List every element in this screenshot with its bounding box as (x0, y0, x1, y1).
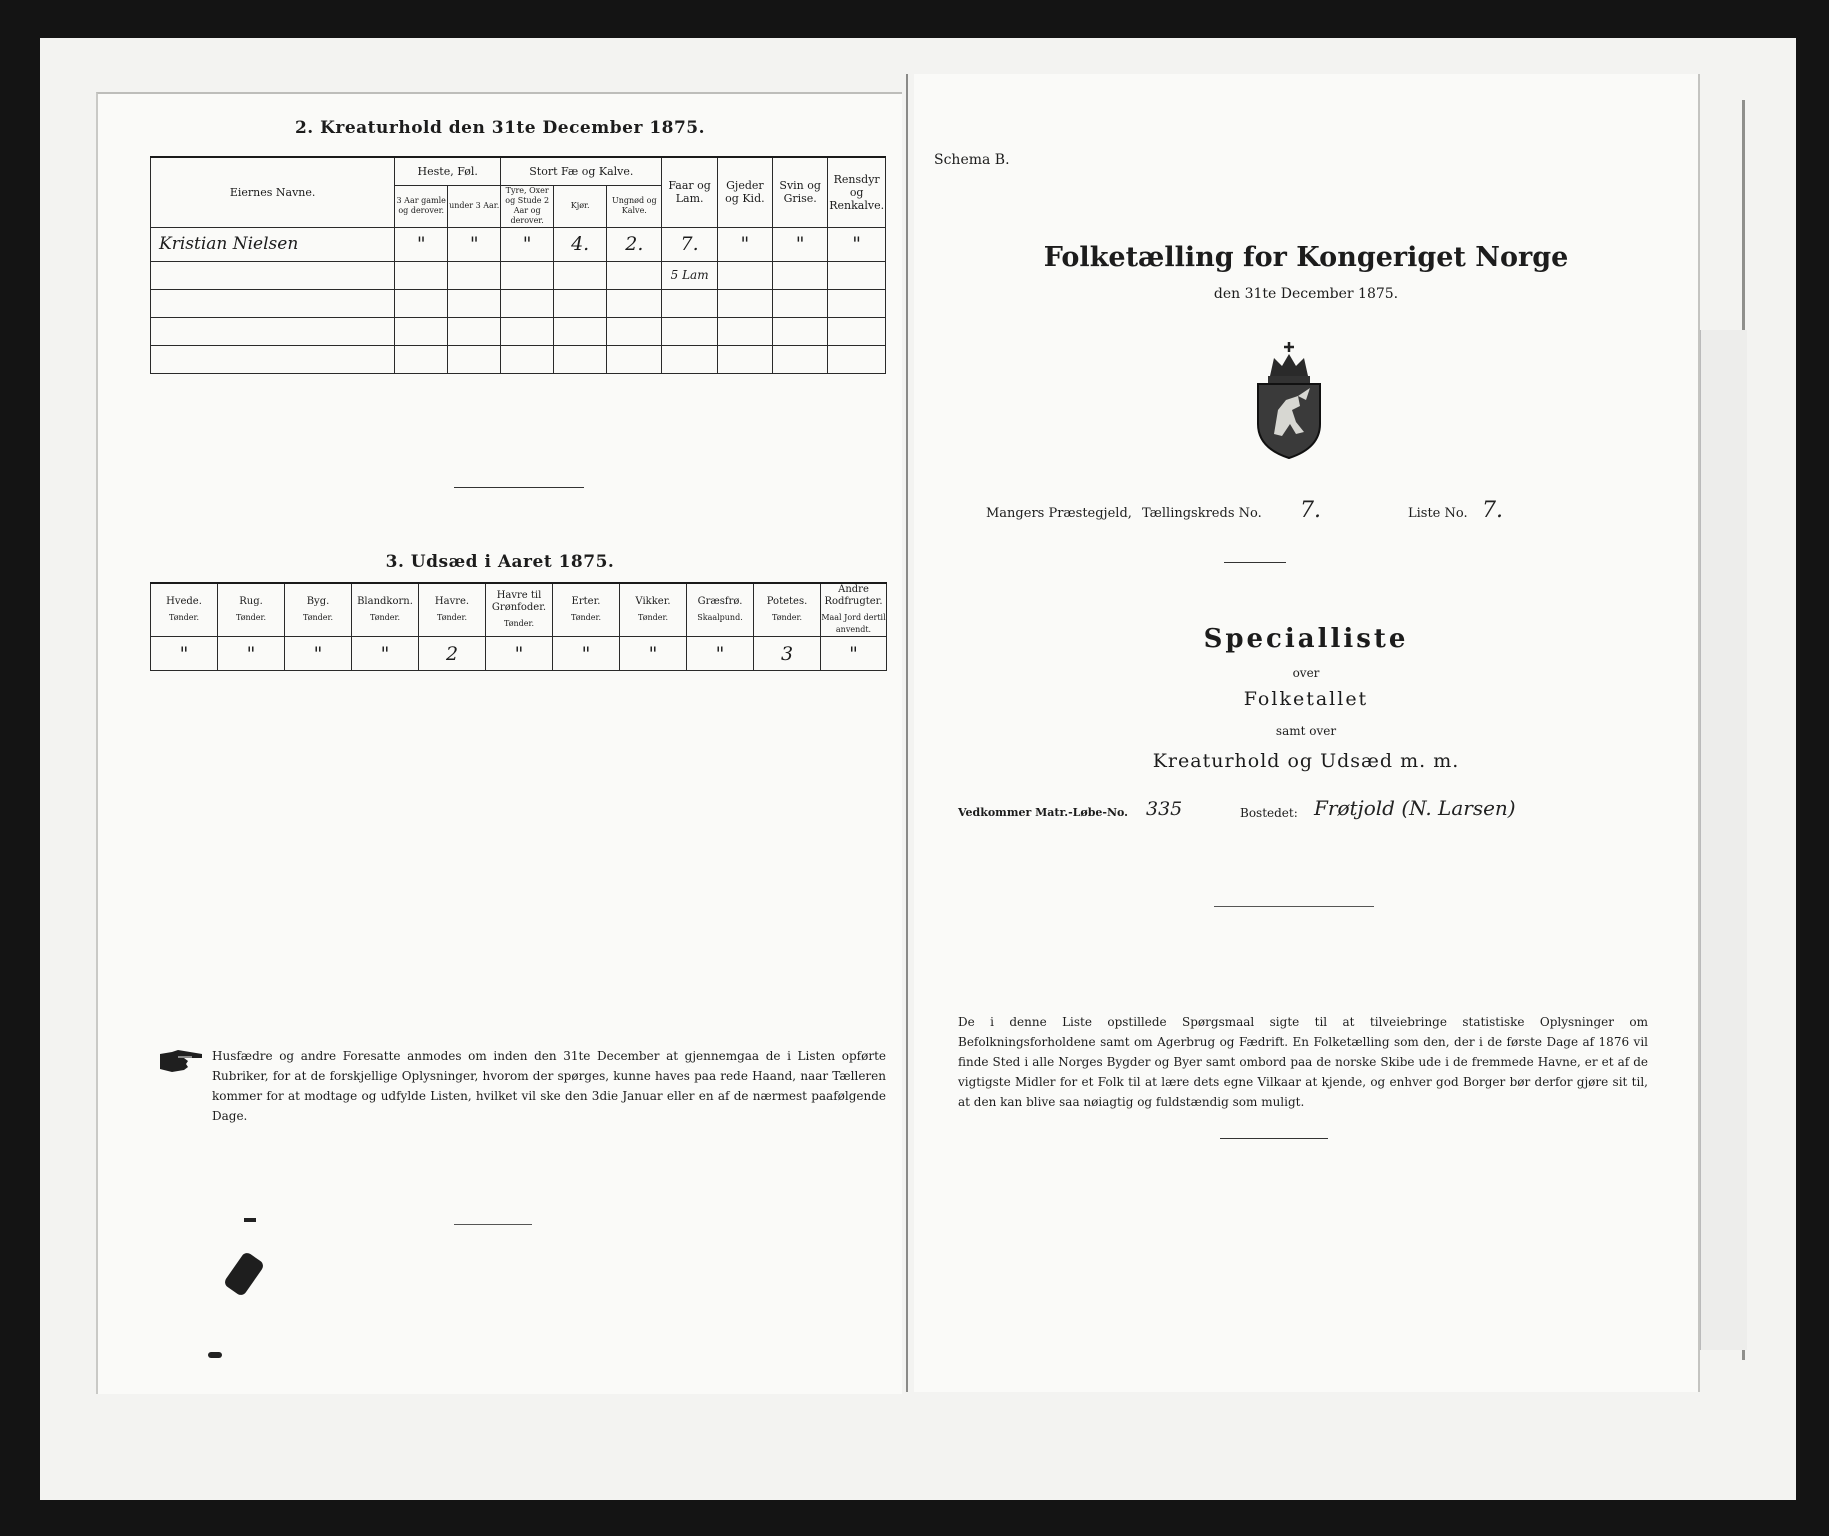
sowing-header-name: Havre til Grønfoder. (491, 590, 547, 613)
over-text: over (1292, 666, 1320, 680)
divider-rule (454, 1224, 532, 1225)
prestegjeld-label: Mangers Præstegjeld, (986, 506, 1132, 521)
sowing-header-name: Rug. (239, 596, 263, 607)
matr-value: 335 (1146, 798, 1183, 820)
sowing-header-unit: Maal Jord dertil anvendt. (821, 613, 886, 634)
cell-faar: 7. (662, 227, 717, 261)
sowing-value-7: " (620, 637, 687, 671)
cell-heste-young: " (448, 227, 501, 261)
sowing-header-4 (419, 583, 486, 637)
sowing-header-name: Potetes. (766, 596, 808, 607)
bostedet-value: Frøtjold (N. Larsen) (1314, 796, 1516, 820)
sowing-value-8: " (687, 637, 754, 671)
liste-value: 7. (1482, 498, 1503, 523)
sowing-value-4: 2 (419, 637, 486, 671)
kreds-value: 7. (1300, 498, 1321, 523)
sowing-table (150, 582, 887, 671)
sowing-header-0 (151, 583, 218, 637)
owner-name: Kristian Nielsen (151, 227, 395, 261)
section2-title: 2. Kreaturhold den 31te December 1875. (294, 118, 706, 138)
sowing-header-unit: Tønder. (235, 613, 267, 622)
sowing-value-10: " (821, 637, 887, 671)
sowing-header-name: Havre. (434, 596, 470, 607)
folketallet-text: Folketallet (1243, 688, 1369, 710)
table-row (151, 317, 886, 345)
info-text: De i denne Liste opstillede Spørgsmaal sigte til at tilveiebringe statistiske Oplysninger om Befolkningsforholdene samt om Agerbrug og Fædrift. En Folketælling som den, der i de første Dage af 1876 vil finde Sted i alle Norges Bygder og Byer samt ombord paa de norske Skibe ude i de fremmede Havne, er et af de vigtigste Midler for et Folk til at lære dets egne Vilkaar at kjende, og enhver god Borger bør derfor gjøre sit til, at den kan blive saa nøiagtig og fuldstændig som muligt. (958, 1015, 1648, 1109)
left-page (96, 92, 902, 1394)
sowing-header-9 (754, 583, 821, 637)
specialliste-heading: Specialliste (1203, 624, 1409, 654)
divider-rule (1220, 1138, 1328, 1139)
sowing-header-name: Græsfrø. (697, 596, 743, 607)
header-rensdyr: Rensdyr og Renkalve. (828, 157, 886, 227)
document-title: Folketælling for Kongeriget Norge (1043, 242, 1569, 273)
divider-rule (454, 487, 584, 488)
sowing-header-name: Hvede. (166, 596, 202, 607)
cell-heste-old: " (395, 227, 448, 261)
divider-rule (1214, 906, 1374, 907)
cell-gjeder: " (717, 227, 772, 261)
cell-ungnod: 2. (607, 227, 662, 261)
sowing-header-10 (821, 583, 887, 637)
kreatur-udsaed-text: Kreaturhold og Udsæd m. m. (1152, 750, 1460, 772)
sowing-header-1 (218, 583, 285, 637)
sowing-header-name: Vikker. (635, 596, 671, 607)
livestock-table (150, 156, 886, 374)
sowing-value-2: " (285, 637, 352, 671)
header-stort-fae: Stort Fæ og Kalve. (501, 157, 662, 185)
sowing-header-7 (620, 583, 687, 637)
sowing-header-unit: Skaalpund. (697, 613, 743, 622)
sowing-value-5: " (486, 637, 553, 671)
table-row (151, 289, 886, 317)
faar-note: 5 Lam (662, 261, 717, 289)
sowing-header-6 (553, 583, 620, 637)
sowing-header-name: Andre Rodfrugter. (824, 584, 883, 607)
sowing-header-unit: Tønder. (637, 613, 669, 622)
header-owner: Eiernes Navne. (151, 157, 395, 227)
sowing-value-6: " (553, 637, 620, 671)
notice-text: Husfædre og andre Foresatte anmodes om inden den 31te December at gjennemgaa de i Listen opførte Rubriker, for at de forskjellige Oplysninger, hvorom der spørges, kunne haves paa rede Haand, naar Tælleren kommer for at modtage og udfylde Listen, hvilket vil ske den 3die Januar eller en af de nærmest paafølgende Dage. (212, 1049, 886, 1123)
schema-label: Schema B. (934, 152, 1010, 168)
cell-svin: " (773, 227, 828, 261)
cell-kjor: 4. (554, 227, 607, 261)
next-page-edge (1700, 330, 1747, 1350)
header-heste-young: under 3 Aar. (448, 185, 501, 227)
table-row (151, 227, 886, 261)
sowing-header-5 (486, 583, 553, 637)
sowing-value-3: " (352, 637, 419, 671)
sowing-header-unit: Tønder. (168, 613, 200, 622)
divider-rule (1224, 562, 1286, 563)
document-subtitle: den 31te December 1875. (1213, 286, 1399, 302)
samt-over-text: samt over (1275, 724, 1337, 738)
sowing-value-9: 3 (754, 637, 821, 671)
book-spine (906, 74, 908, 1392)
right-page (914, 74, 1700, 1392)
table-row (151, 261, 886, 289)
table-row (151, 345, 886, 373)
sowing-header-unit: Tønder. (771, 613, 803, 622)
section3-title: 3. Udsæd i Aaret 1875. (385, 552, 615, 572)
header-kjor: Kjør. (554, 185, 607, 227)
sowing-header-name: Blandkorn. (357, 596, 413, 607)
header-tyre: Tyre, Oxer og Stude 2 Aar og derover. (501, 185, 554, 227)
ink-mark (223, 1251, 266, 1298)
sowing-value-0: " (151, 637, 218, 671)
sowing-header-name: Byg. (306, 596, 330, 607)
sowing-header-unit: Tønder. (302, 613, 334, 622)
header-ungnod: Ungnød og Kalve. (607, 185, 662, 227)
cell-rensdyr: " (828, 227, 886, 261)
header-gjeder: Gjeder og Kid. (717, 157, 772, 227)
sowing-header-unit: Tønder. (369, 613, 401, 622)
liste-label: Liste No. (1408, 506, 1468, 521)
table-row (151, 637, 887, 671)
matr-label: Vedkommer Matr.-Løbe-No. (958, 806, 1128, 819)
header-faar: Faar og Lam. (662, 157, 717, 227)
ink-mark (244, 1218, 256, 1222)
sowing-header-name: Erter. (571, 596, 601, 607)
header-heste: Heste, Føl. (395, 157, 501, 185)
header-heste-old: 3 Aar gamle og derover. (395, 185, 448, 227)
sowing-header-unit: Tønder. (570, 613, 602, 622)
pointing-hand-icon (158, 1048, 206, 1074)
ink-mark (208, 1352, 222, 1358)
norwegian-coat-of-arms-icon (1252, 340, 1326, 460)
header-svin: Svin og Grise. (773, 157, 828, 227)
sowing-header-3 (352, 583, 419, 637)
sowing-header-2 (285, 583, 352, 637)
cell-tyre: " (501, 227, 554, 261)
sowing-header-8 (687, 583, 754, 637)
sowing-header-unit: Tønder. (503, 619, 535, 628)
bostedet-label: Bostedet: (1240, 806, 1298, 820)
kreds-label: Tællingskreds No. (1142, 506, 1262, 521)
sowing-value-1: " (218, 637, 285, 671)
sowing-header-unit: Tønder. (436, 613, 468, 622)
